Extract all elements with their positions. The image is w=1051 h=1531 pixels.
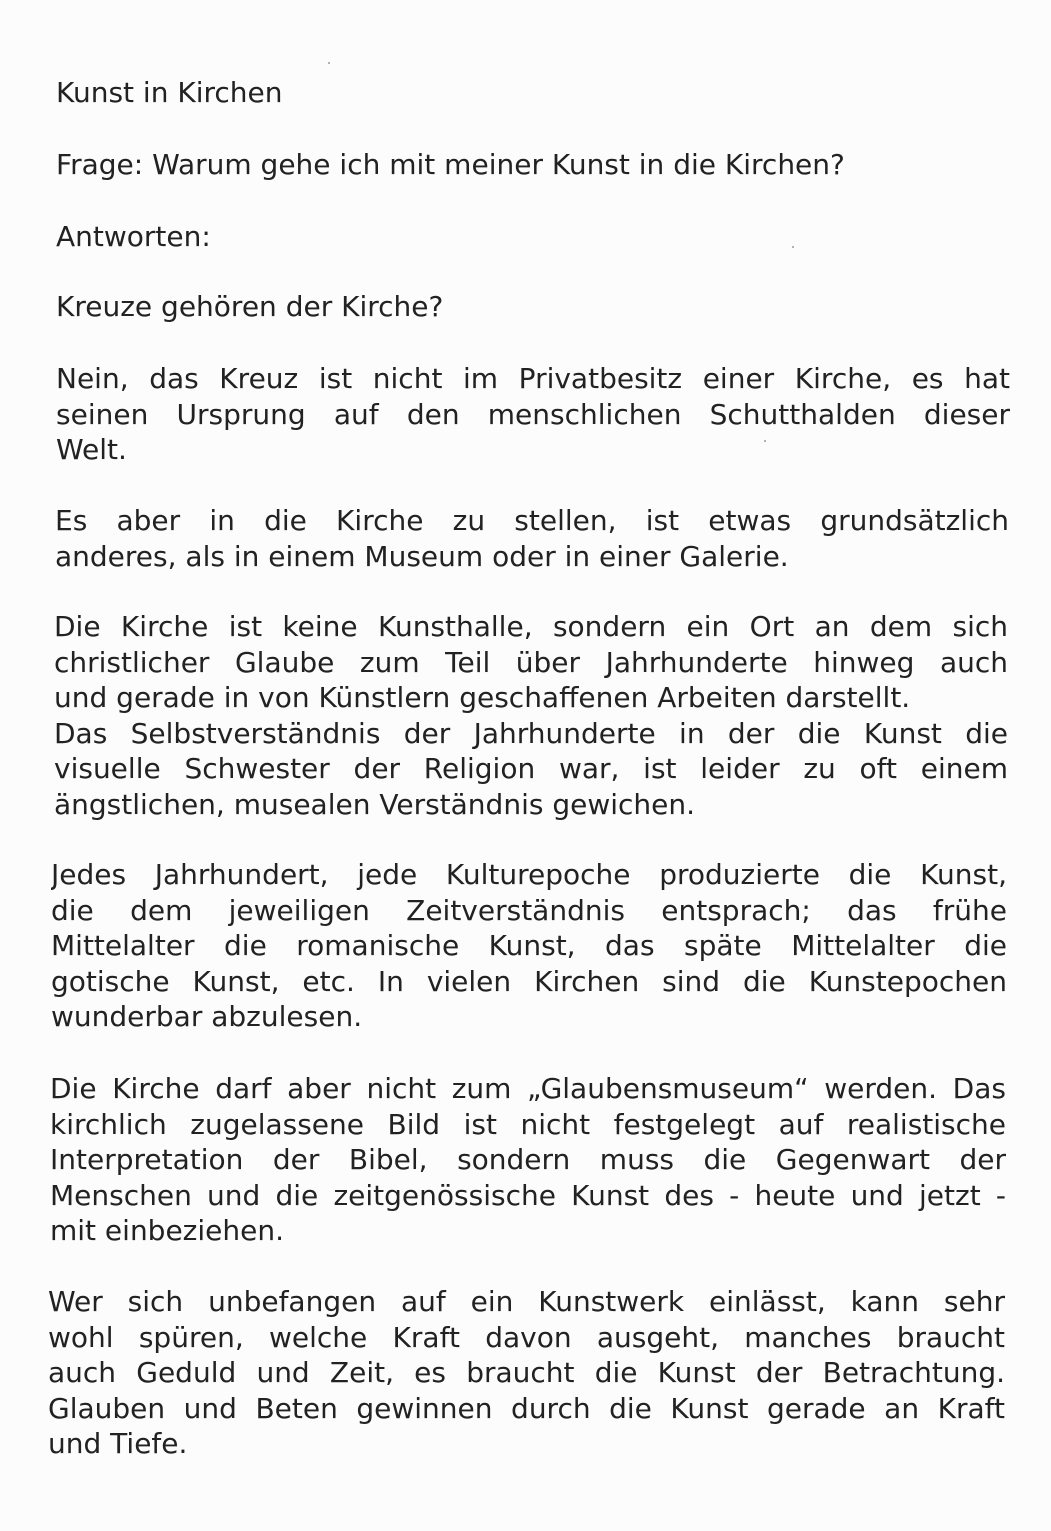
- paragraph-line: Die Kirche darf aber nicht zum „Glaubensmuseum“ werden. Das: [50, 1072, 1006, 1105]
- paragraph-line: gotische Kunst, etc. In vielen Kirchen sind die Kunstepochen: [51, 964, 1007, 998]
- paragraph-line: anderes, als in einem Museum oder in einer Galerie.: [55, 539, 789, 573]
- paragraph: [54, 609, 1008, 822]
- paragraph-line: kirchlich zugelassene Bild ist nicht festgelegt auf realistische: [50, 1107, 1006, 1141]
- paragraph-line: Das Selbstverständnis der Jahrhunderte in der die Kunst die: [54, 716, 1008, 750]
- paragraph-line: die dem jeweiligen Zeitverständnis entsprach; das frühe: [51, 893, 1007, 927]
- paragraph: [51, 857, 1007, 1035]
- answers-label: Antworten:: [56, 220, 211, 253]
- document-title: Kunst in Kirchen: [56, 76, 283, 109]
- paragraph-line: Welt.: [56, 433, 127, 466]
- paragraph: [55, 503, 1009, 574]
- paragraph-line: Es aber in die Kirche zu stellen, ist etwas grundsätzlich: [55, 504, 1009, 537]
- paragraph-line: Nein, das Kreuz ist nicht im Privatbesitz einer Kirche, es hat: [56, 362, 1010, 395]
- paragraph-line: wohl spüren, welche Kraft davon ausgeht, manches braucht: [48, 1320, 1005, 1354]
- paragraph: [48, 1284, 1005, 1462]
- paragraph-line: seinen Ursprung auf den menschlichen Schutthalden dieser: [56, 397, 1010, 431]
- scan-speck: [792, 246, 794, 248]
- paragraph-line: Wer sich unbefangen auf ein Kunstwerk einlässt, kann sehr: [48, 1285, 1005, 1318]
- question-line: Frage: Warum gehe ich mit meiner Kunst in die Kirchen?: [56, 148, 845, 181]
- paragraph-line: mit einbeziehen.: [50, 1214, 285, 1247]
- paragraph-line: und Tiefe.: [48, 1427, 188, 1460]
- paragraph-line: Interpretation der Bibel, sondern muss die Gegenwart der: [50, 1143, 1006, 1176]
- paragraph-line: und gerade in von Künstlern geschaffenen Arbeiten darstellt.: [54, 681, 911, 714]
- sub-question: Kreuze gehören der Kirche?: [56, 290, 444, 323]
- paragraph-line: Jedes Jahrhundert, jede Kulturepoche produzierte die Kunst,: [51, 858, 1007, 891]
- paragraph-line: visuelle Schwester der Religion war, ist leider zu oft einem: [54, 752, 1008, 785]
- paragraph-line: Die Kirche ist keine Kunsthalle, sondern ein Ort an dem sich: [54, 610, 1008, 643]
- paragraph: [56, 361, 1010, 468]
- paragraph-line: christlicher Glaube zum Teil über Jahrhunderte hinweg auch: [54, 645, 1008, 679]
- paragraph-line: Mittelalter die romanische Kunst, das späte Mittelalter die: [51, 929, 1007, 962]
- paragraph-line: auch Geduld und Zeit, es braucht die Kunst der Betrachtung.: [48, 1356, 1005, 1389]
- paragraph-line: wunderbar abzulesen.: [51, 1000, 363, 1033]
- paragraph: [50, 1071, 1006, 1249]
- paragraph-line: Menschen und die zeitgenössische Kunst des - heute und jetzt -: [50, 1178, 1006, 1212]
- paragraph-line: ängstlichen, musealen Verständnis gewichen.: [54, 787, 696, 821]
- scan-speck: [328, 62, 330, 64]
- paragraph-line: Glauben und Beten gewinnen durch die Kunst gerade an Kraft: [48, 1391, 1005, 1425]
